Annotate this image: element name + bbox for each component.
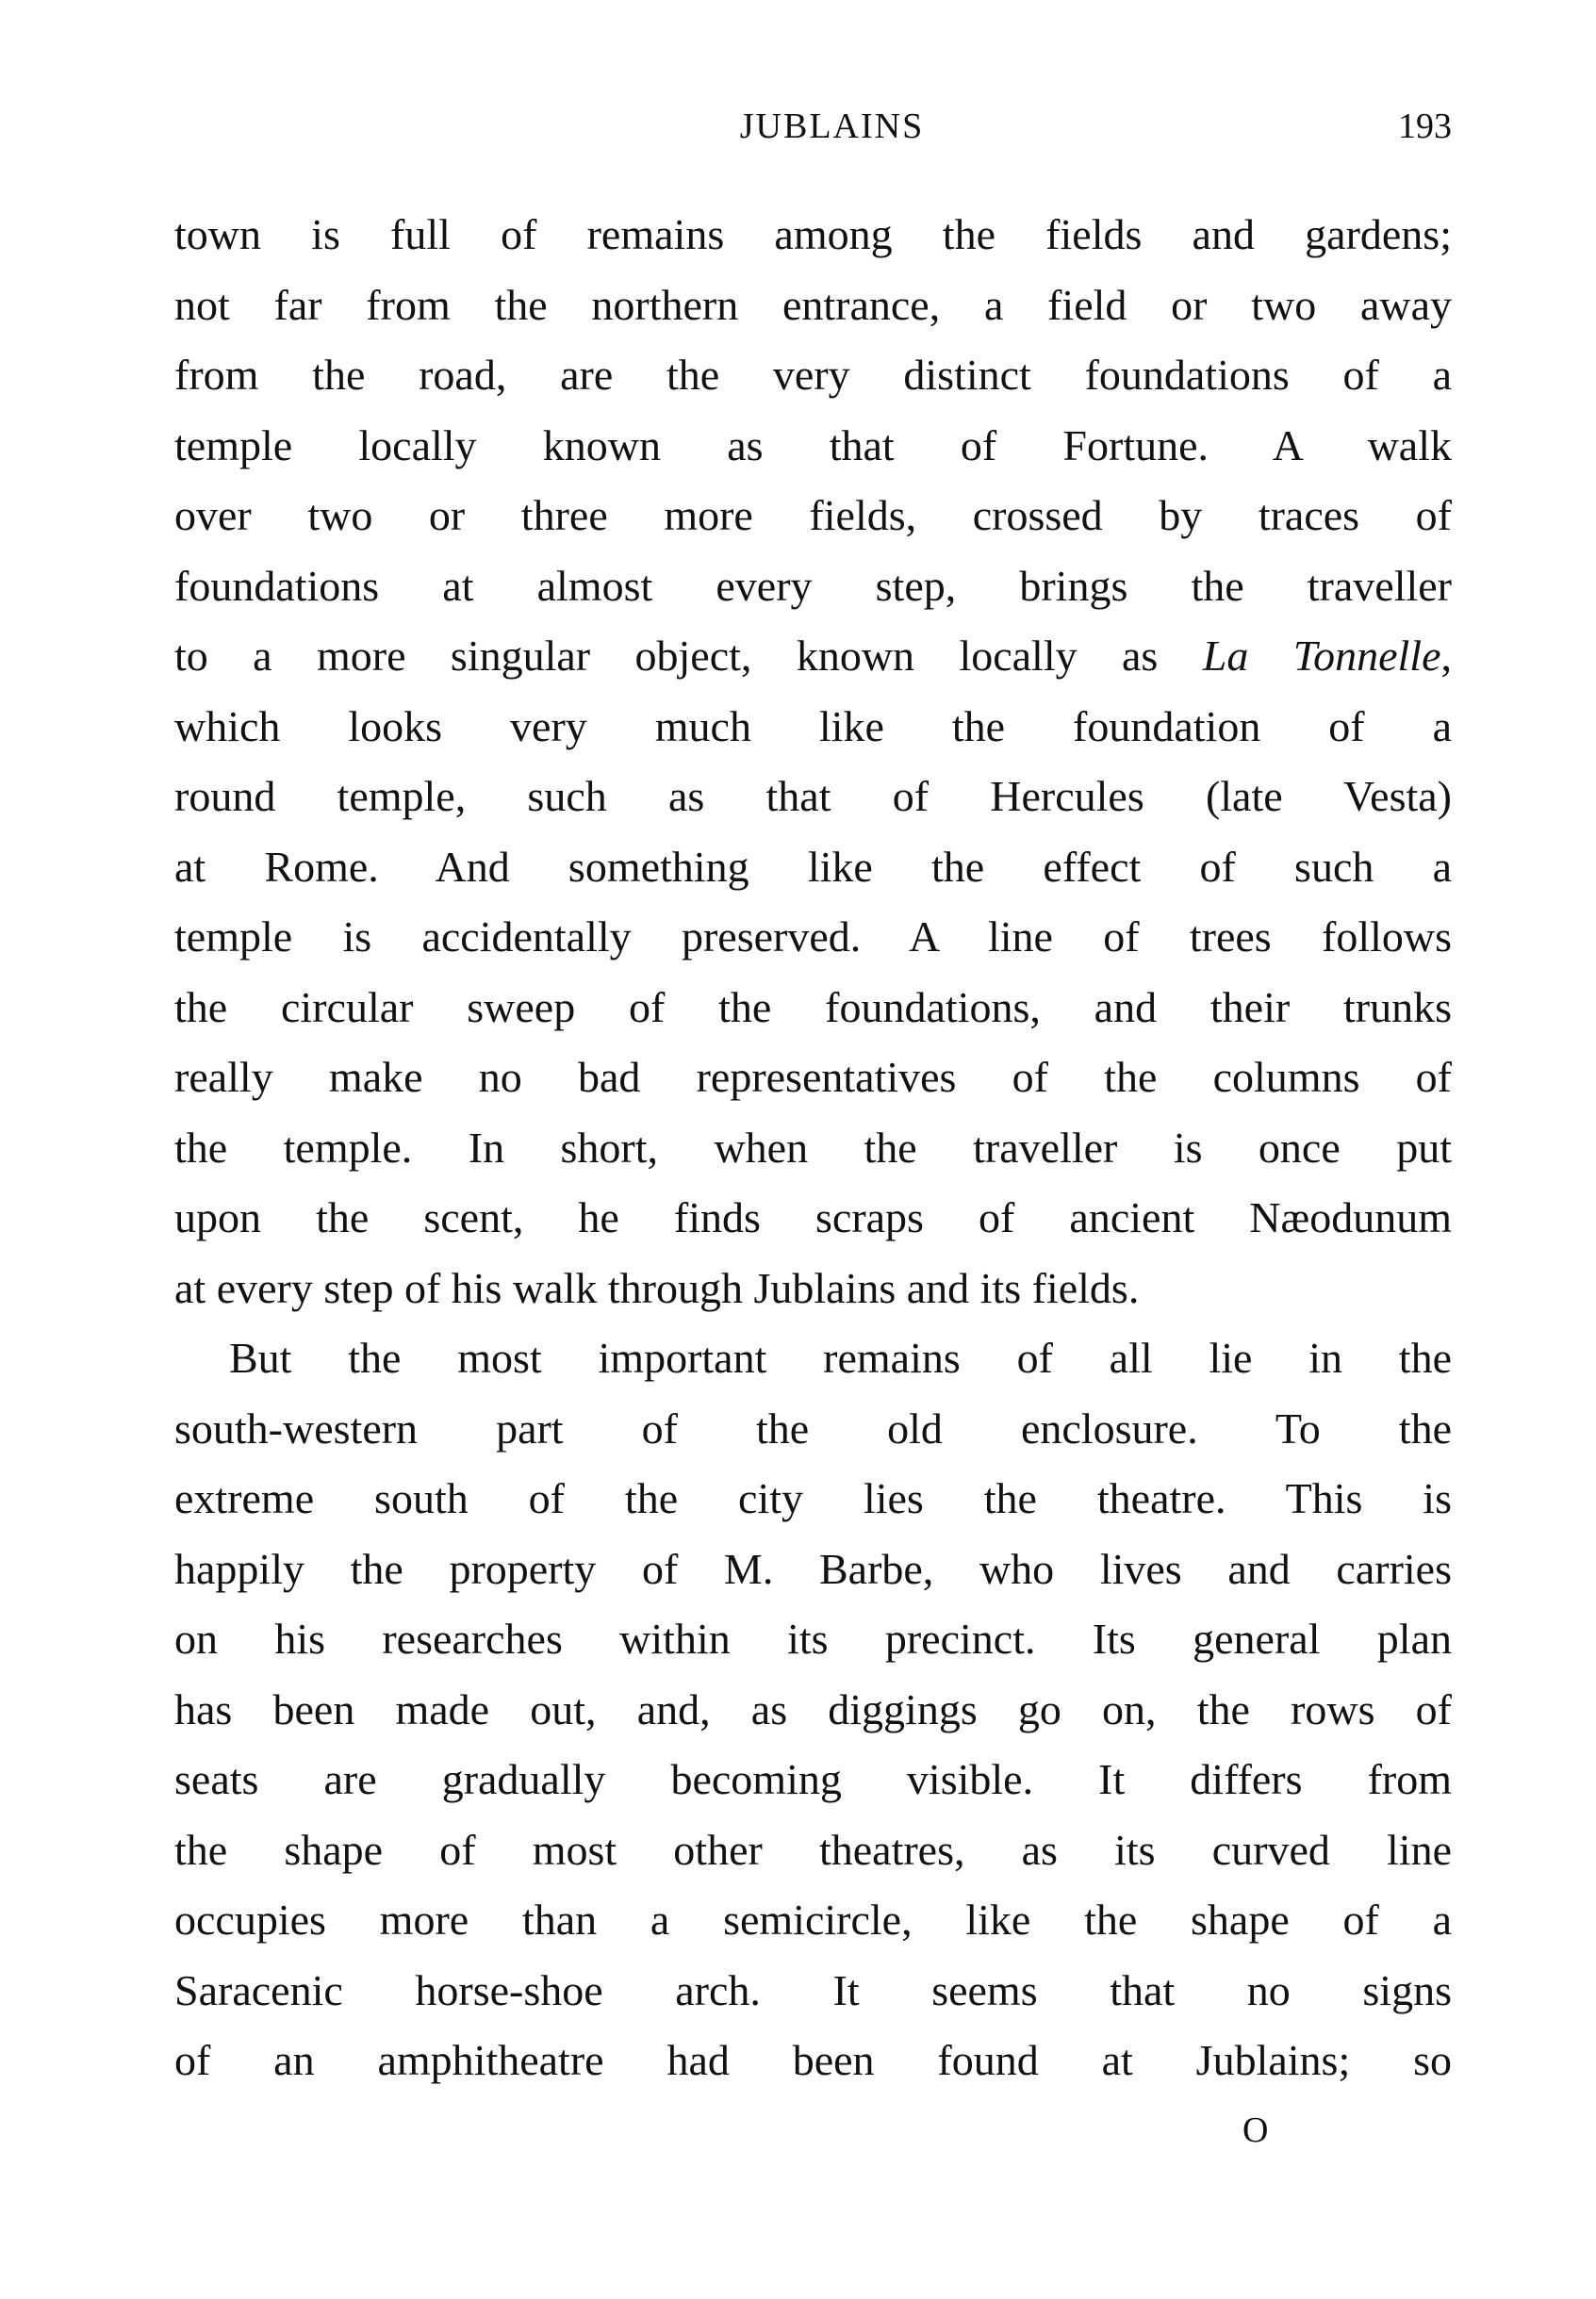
text-line: over two or three more fields, crossed by traces of — [174, 491, 1452, 539]
text-span: to a more singular object, known locally as — [174, 632, 1203, 680]
text-line: extreme south of the city lies the theatre. This is — [174, 1474, 1452, 1522]
text-span: , — [1440, 632, 1452, 680]
text-line: seats are gradually becoming visible. It differs from — [174, 1755, 1452, 1803]
text-line: occupies more than a semicircle, like the shape of a — [174, 1896, 1452, 1944]
italic-place-name: La Tonnelle — [1202, 632, 1441, 680]
text-line: round temple, such as that of Hercules (late Vesta) — [174, 772, 1452, 820]
text-line: Saracenic horse-shoe arch. It seems that no signs — [174, 1965, 1452, 2014]
signature-mark: O — [1242, 2110, 1269, 2150]
page-header — [174, 106, 1452, 162]
text-line: south-western part of the old enclosure. To the — [174, 1404, 1452, 1453]
text-line: which looks very much like the foundation of a — [174, 701, 1452, 750]
running-title: JUBLAINS — [739, 107, 925, 146]
paragraph-start-line: But the most important remains of all lie in the — [229, 1334, 1452, 1382]
text-line: foundations at almost every step, brings the traveller — [174, 561, 1452, 610]
text-line: temple locally known as that of Fortune. A walk — [174, 420, 1452, 469]
text-line: upon the scent, he finds scraps of ancient Næodunum — [174, 1193, 1452, 1241]
text-line: at Rome. And something like the effect of such a — [174, 842, 1452, 891]
page-number: 193 — [1398, 107, 1452, 146]
text-line: not far from the northern entrance, a field or two away — [174, 280, 1452, 329]
text-line: happily the property of M. Barbe, who lives and carries — [174, 1544, 1452, 1593]
text-line: town is full of remains among the fields and gardens; — [174, 210, 1452, 258]
text-line — [174, 621, 1452, 692]
text-line: the shape of most other theatres, as its curved line — [174, 1825, 1452, 1874]
text-line: at every step of his walk through Jublains and its fields. — [174, 1263, 1140, 1312]
text-line: the circular sweep of the foundations, and their trunks — [174, 982, 1452, 1031]
text-line: the temple. In short, when the traveller is once put — [174, 1123, 1452, 1172]
text-line: temple is accidentally preserved. A line of trees follows — [174, 912, 1452, 961]
text-line: from the road, are the very distinct foundations of a — [174, 351, 1452, 399]
text-line: really make no bad representatives of the columns of — [174, 1053, 1452, 1101]
text-line: has been made out, and, as diggings go on, the rows of — [174, 1684, 1452, 1733]
body-text — [174, 200, 1452, 2096]
text-line: on his researches within its precinct. Its general plan — [174, 1615, 1452, 1663]
text-line: of an amphitheatre had been found at Jublains; so — [174, 2036, 1452, 2084]
